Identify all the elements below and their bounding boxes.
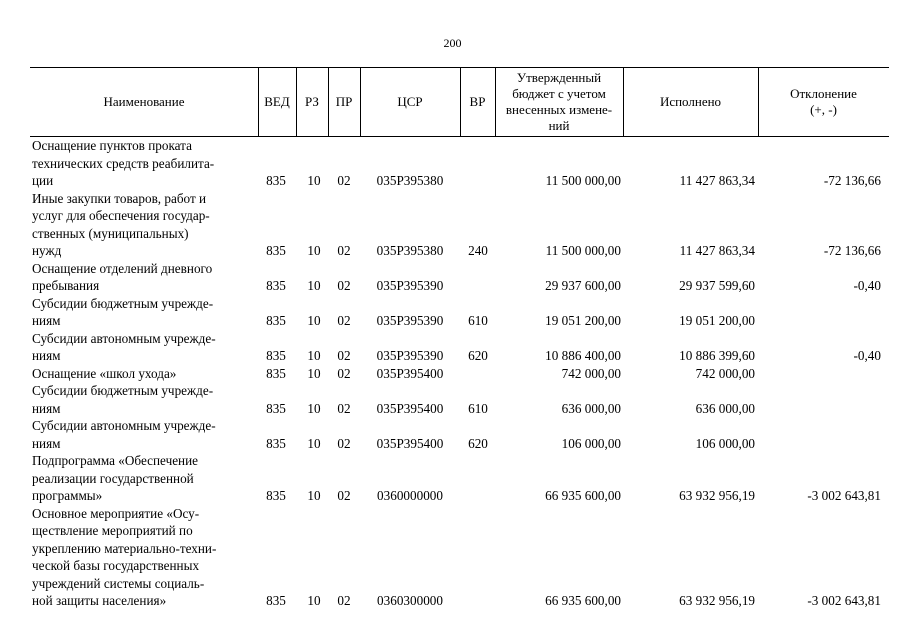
table-row — [30, 382, 889, 417]
csr-cell: 035P395400 — [376, 400, 444, 416]
header-vr: ВР — [469, 94, 486, 109]
budget-cell: 19 051 200,00 — [545, 313, 621, 328]
rz-cell: 10 — [307, 278, 321, 293]
row-name: Основное мероприятие «Осу- ществление мероприятий по укреплению материально-техни- ческой базы государственных учреждений системы социаль- ной защиты населения» — [32, 505, 217, 608]
ved-cell: 835 — [266, 173, 286, 188]
ved-cell: 835 — [266, 365, 286, 381]
ved-cell: 835 — [266, 400, 286, 416]
table-row — [30, 452, 889, 505]
pr-cell: 02 — [337, 278, 351, 293]
csr-cell: 035P395380 — [376, 243, 444, 258]
csr-cell: 0360000000 — [377, 488, 443, 503]
table-row — [30, 417, 889, 452]
executed-cell: 636 000,00 — [695, 400, 755, 416]
row-name: Субсидии бюджетным учрежде- ниям — [32, 383, 214, 416]
rz-cell: 10 — [307, 593, 321, 608]
header-pr: ПР — [335, 94, 353, 109]
budget-cell: 11 500 000,00 — [545, 243, 621, 258]
table-row — [30, 295, 889, 330]
csr-cell: 0360300000 — [377, 593, 443, 608]
vr-cell: 620 — [468, 348, 488, 363]
rz-cell: 10 — [307, 488, 321, 503]
ved-cell: 835 — [266, 593, 286, 608]
executed-cell: 10 886 399,60 — [679, 348, 755, 363]
deviation-cell: -72 136,66 — [823, 173, 881, 188]
row-name: Субсидии бюджетным учрежде- ниям — [32, 295, 214, 328]
table-row — [30, 330, 889, 365]
executed-cell: 29 937 599,60 — [679, 278, 755, 293]
ved-cell: 835 — [266, 278, 286, 293]
deviation-cell: -0,40 — [853, 278, 881, 293]
row-name: Иные закупки товаров, работ и услуг для обеспечения государ- ственных (муниципальных) нужд — [32, 190, 210, 258]
deviation-cell: -3 002 643,81 — [807, 593, 881, 608]
rz-cell: 10 — [307, 313, 321, 328]
rz-cell: 10 — [307, 243, 321, 258]
executed-cell: 63 932 956,19 — [679, 593, 755, 608]
pr-cell: 02 — [337, 243, 351, 258]
header-csr: ЦСР — [397, 94, 423, 109]
pr-cell: 02 — [337, 365, 351, 381]
row-name: Субсидии автономным учрежде- ниям — [32, 418, 216, 451]
header-ved: ВЕД — [264, 94, 290, 109]
budget-cell: 11 500 000,00 — [545, 173, 621, 188]
executed-cell: 106 000,00 — [695, 435, 755, 451]
executed-cell: 11 427 863,34 — [679, 243, 755, 258]
table-header — [30, 67, 889, 137]
deviation-cell: -0,40 — [853, 348, 881, 363]
executed-cell: 742 000,00 — [695, 365, 755, 381]
table-row — [30, 505, 889, 610]
vr-cell: 610 — [468, 313, 488, 328]
ved-cell: 835 — [266, 435, 286, 451]
table-body — [30, 137, 889, 610]
row-name: Оснащение отделений дневного пребывания — [32, 260, 213, 293]
pr-cell: 02 — [337, 313, 351, 328]
deviation-cell: -72 136,66 — [823, 243, 881, 258]
row-name: Оснащение «школ ухода» — [32, 365, 177, 381]
ved-cell: 835 — [266, 243, 286, 258]
budget-cell: 742 000,00 — [561, 365, 621, 381]
ved-cell: 835 — [266, 488, 286, 503]
vr-cell: 610 — [468, 400, 488, 416]
csr-cell: 035P395390 — [376, 348, 444, 363]
budget-cell: 10 886 400,00 — [545, 348, 621, 363]
page-number: 200 — [443, 36, 462, 50]
pr-cell: 02 — [337, 348, 351, 363]
pr-cell: 02 — [337, 173, 351, 188]
row-name: Оснащение пунктов проката технических средств реабилита- ции — [32, 138, 215, 188]
rz-cell: 10 — [307, 400, 321, 416]
rz-cell: 10 — [307, 435, 321, 451]
row-name: Субсидии автономным учрежде- ниям — [32, 330, 216, 363]
budget-cell: 636 000,00 — [561, 400, 621, 416]
csr-cell: 035P395390 — [376, 313, 444, 328]
budget-cell: 106 000,00 — [561, 435, 621, 451]
table-row — [30, 137, 889, 190]
header-rz: РЗ — [305, 94, 319, 109]
csr-cell: 035P395380 — [376, 173, 444, 188]
rz-cell: 10 — [307, 173, 321, 188]
executed-cell: 63 932 956,19 — [679, 488, 755, 503]
csr-cell: 035P395400 — [376, 365, 444, 381]
pr-cell: 02 — [337, 488, 351, 503]
executed-cell: 11 427 863,34 — [679, 173, 755, 188]
budget-cell: 29 937 600,00 — [545, 278, 621, 293]
ved-cell: 835 — [266, 348, 286, 363]
header-executed: Исполнено — [659, 94, 722, 109]
pr-cell: 02 — [337, 435, 351, 451]
header-name: Наименование — [103, 94, 185, 109]
table-row — [30, 365, 889, 383]
pr-cell: 02 — [337, 400, 351, 416]
vr-cell: 620 — [468, 435, 488, 451]
rz-cell: 10 — [307, 348, 321, 363]
ved-cell: 835 — [266, 313, 286, 328]
table-row — [30, 260, 889, 295]
csr-cell: 035P395400 — [376, 435, 444, 451]
header-deviation: Отклонение (+, -) — [790, 86, 857, 117]
budget-cell: 66 935 600,00 — [545, 488, 621, 503]
row-name: Подпрограмма «Обеспечение реализации государственной программы» — [32, 453, 199, 503]
budget-cell: 66 935 600,00 — [545, 593, 621, 608]
executed-cell: 19 051 200,00 — [679, 313, 755, 328]
vr-cell: 240 — [468, 243, 488, 258]
csr-cell: 035P395390 — [376, 278, 444, 293]
pr-cell: 02 — [337, 593, 351, 608]
header-budget: Утвержденный бюджет с учетом внесенных измене- ний — [505, 70, 613, 133]
table-row — [30, 190, 889, 260]
rz-cell: 10 — [307, 365, 321, 381]
deviation-cell: -3 002 643,81 — [807, 488, 881, 503]
